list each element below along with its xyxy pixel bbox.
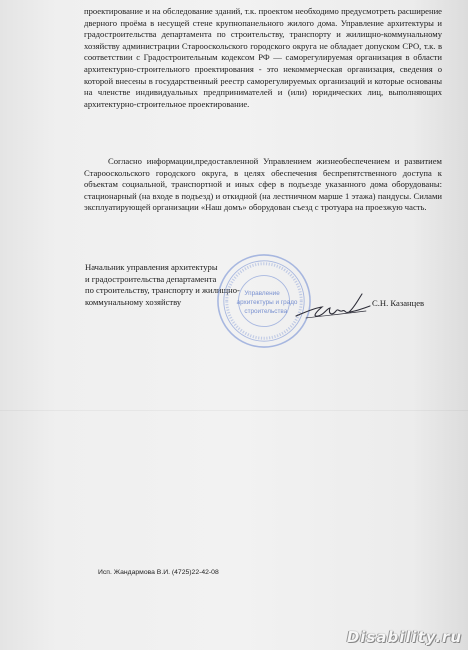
signatory-title-line: Начальник управления архитектуры	[85, 262, 218, 272]
executor-contact: Исп. Жандармова В.И. (4725)22-42-08	[98, 569, 219, 576]
stamp-text-line: строительства	[244, 307, 288, 315]
letter-paragraph-2: Согласно информации,предоставленной Управлением жизнеобеспечением и развитием Старооскольского городского округа, в целях обеспечения беспрепятственного доступа к объектам социальной, транспортной и иных сфер в подъезде указанного дома оборудованы: стационарный (на входе в подъезд) и откидной (на лестничном марше 1 этажа) пандусы. Силами эксплуатирующей организации «Наш домъ» оборудован съезд с тротуара на проезжую часть.	[84, 156, 442, 213]
signatory-title-line: по строительству, транспорту и жилищно-	[85, 285, 240, 296]
stamp-text-line: архитектуры и градо	[236, 298, 298, 306]
signatory-title-line: и градостроительства департамента	[85, 273, 217, 284]
site-watermark: Disability.ru	[346, 628, 462, 646]
handwritten-signature	[292, 290, 374, 326]
signatory-title-line: коммунальному хозяйству	[85, 296, 182, 307]
signatory-name: С.Н. Казанцев	[372, 298, 425, 308]
stamp-text-line: Управление	[244, 290, 280, 298]
page-fold-line	[0, 410, 468, 411]
letter-paragraph-1: проектирование и на обследование зданий, т.к. проектом необходимо предусмотреть расширение дверного проёма в несущей стене крупнопанельного жилого дома. Управление архитектуры и градостроительства департамента по строительству, транспорту и жилищно-коммунальному хозяйству администрации Старооскольского городского округа не обладает допуском СРО, т.к. в соответствии с Градостроительным кодексом РФ — саморегулируемая организация в области архитектурно-строительного проектирования - это некоммерческая организация, сведения о которой внесены в государственный реестр саморегулируемых организаций и которые основаны на членстве индивидуальных предпринимателей и (или) юридических лиц, выполняющих архитектурно-строительное проектирование.	[84, 6, 442, 109]
